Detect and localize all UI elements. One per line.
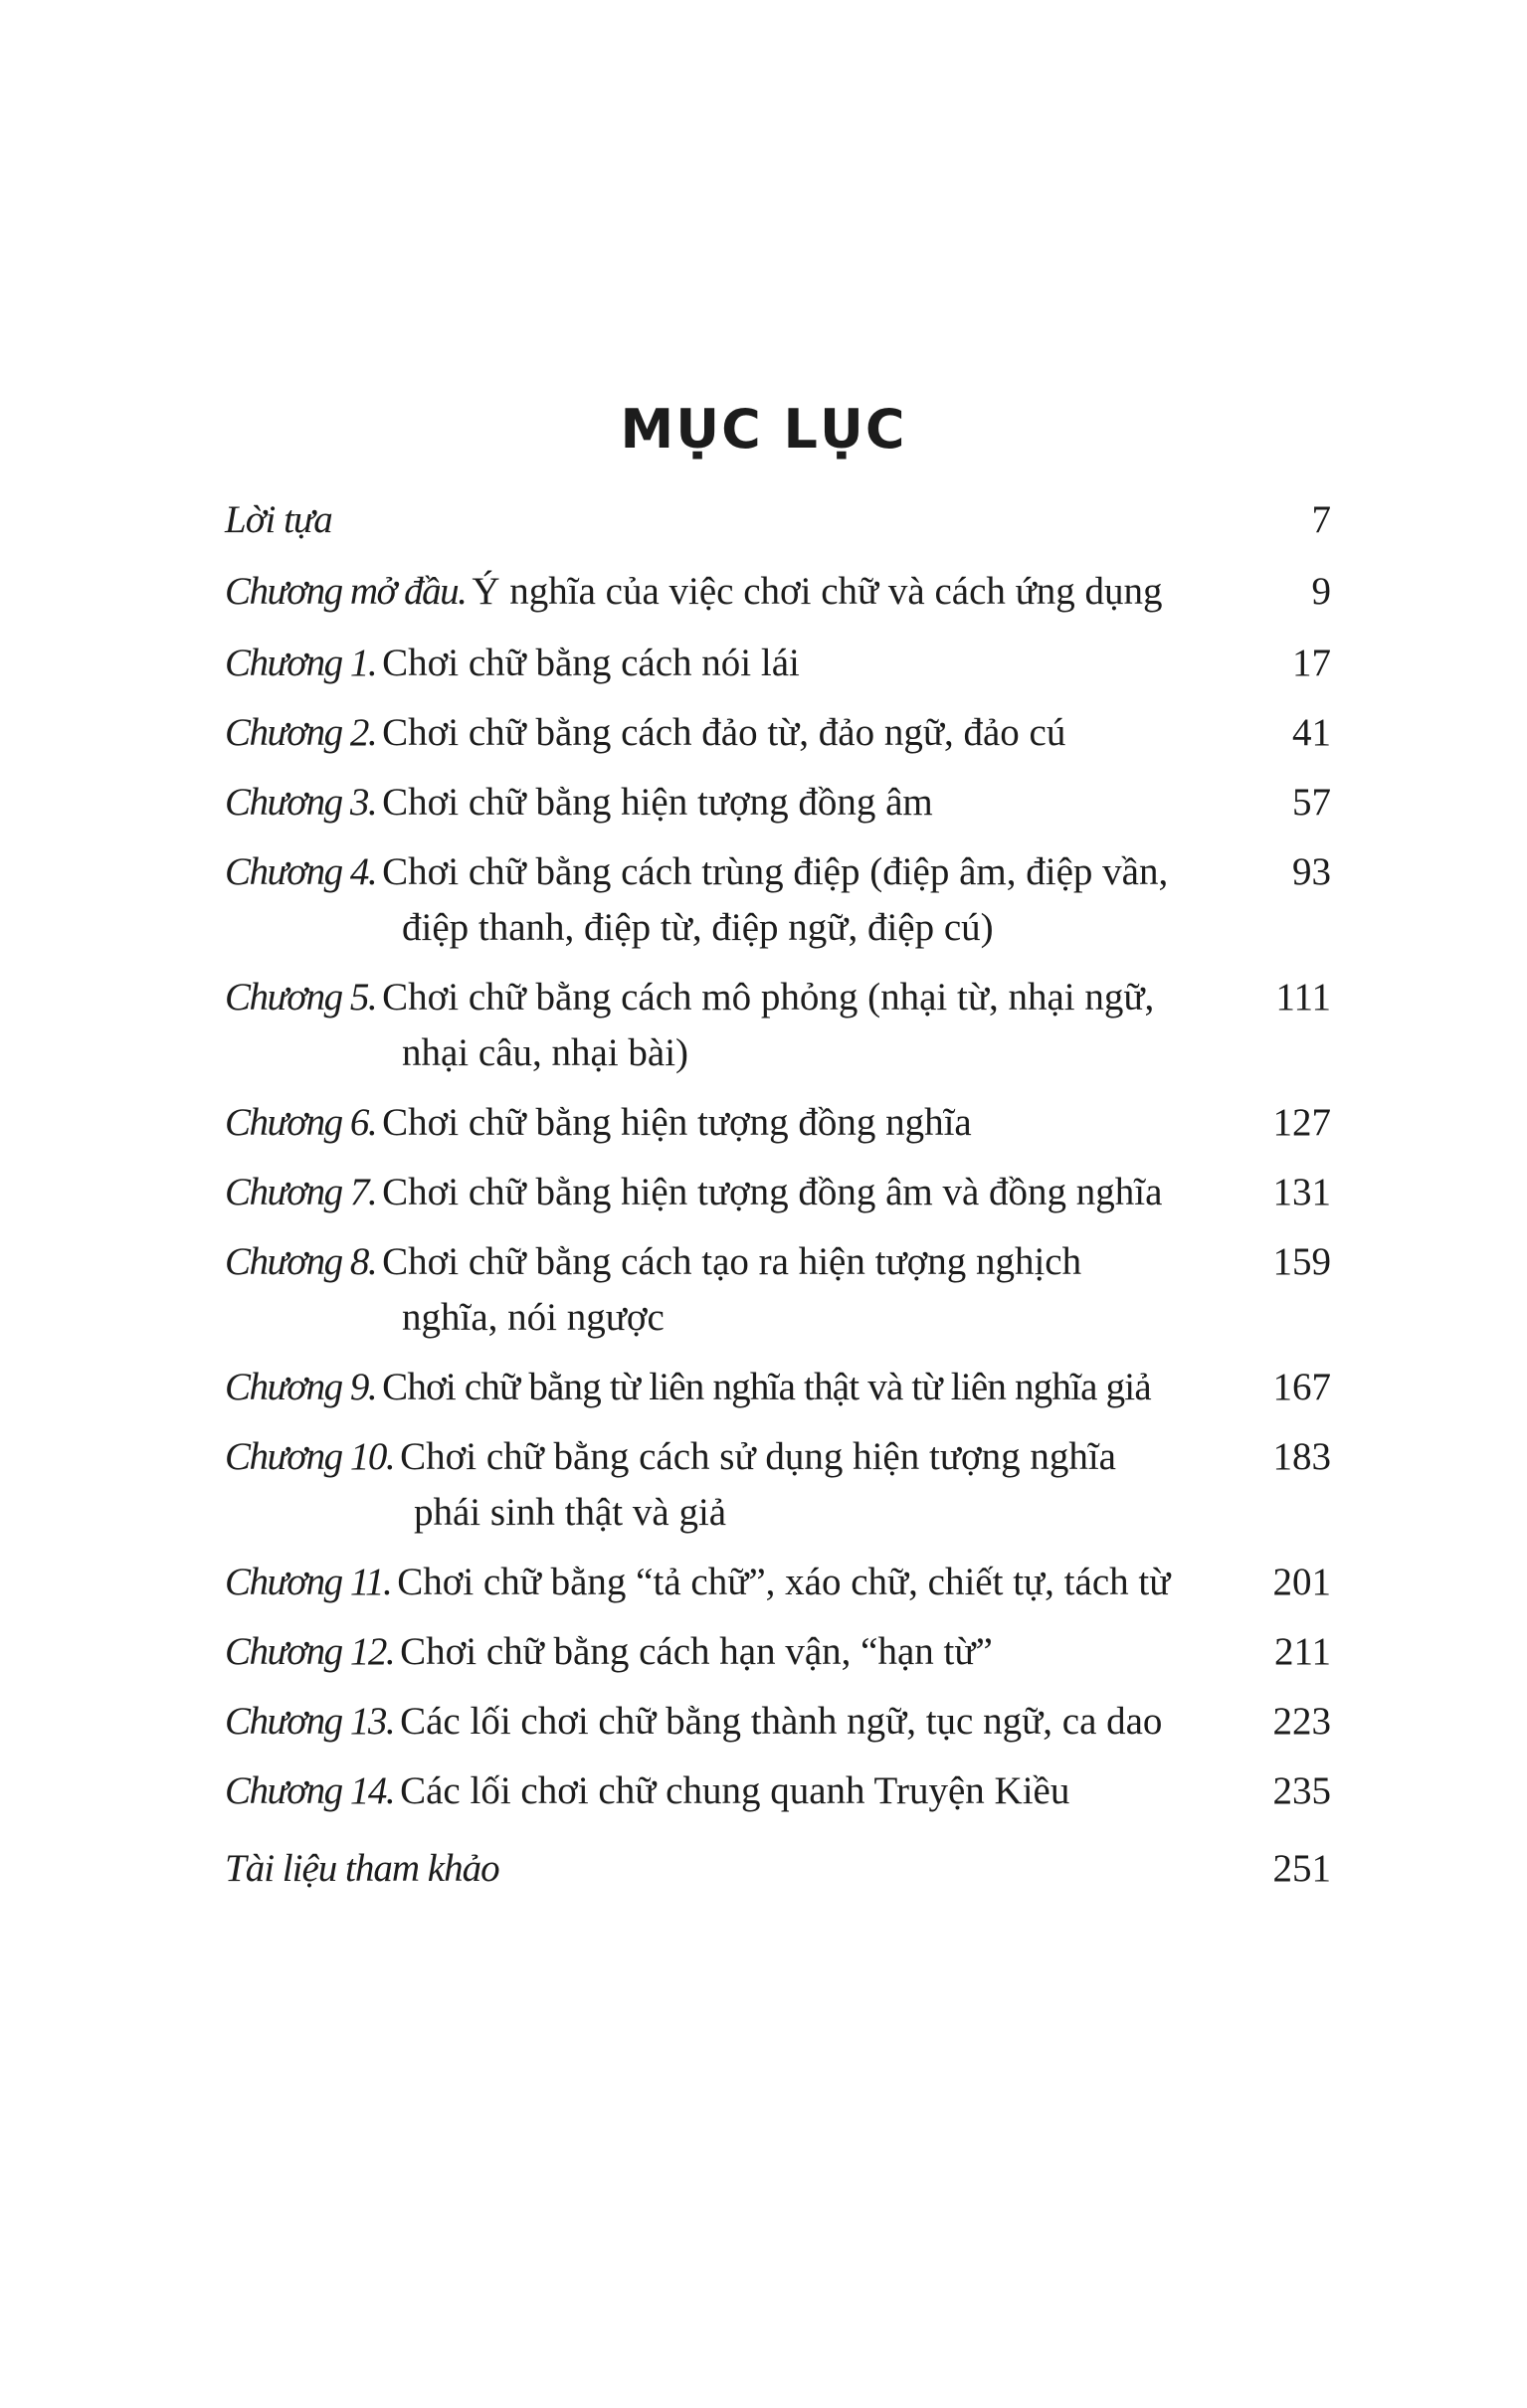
toc-entry-label: Chương 7.: [225, 1171, 377, 1213]
toc-page-number: 57: [1292, 781, 1331, 824]
toc-entry-chapter-9: [225, 1360, 1331, 1415]
toc-entry-label: Chương 5.: [225, 976, 377, 1019]
toc-entry-preface: [225, 492, 1331, 548]
toc-entry-text: Chơi chữ bằng cách sử dụng hiện tượng nghĩa: [400, 1435, 1116, 1478]
toc-entry-chapter-8: [225, 1234, 1331, 1346]
toc-entry-text: Chơi chữ bằng cách nói lái: [382, 642, 800, 684]
toc-entry-chapter-5: [225, 970, 1331, 1081]
toc-entry-intro: [225, 564, 1331, 620]
toc-entry-label: Chương 12.: [225, 1630, 395, 1673]
toc-page-number: 235: [1272, 1769, 1331, 1812]
toc-entry-chapter-10: [225, 1429, 1331, 1541]
toc-entry-references: [225, 1841, 1331, 1897]
toc-entry-label: Lời tựa: [225, 498, 332, 541]
toc-entry-chapter-7: [225, 1165, 1331, 1220]
toc-entry-chapter-4: [225, 844, 1331, 956]
toc-entry-text: Chơi chữ bằng hiện tượng đồng nghĩa: [382, 1101, 972, 1144]
toc-entry-chapter-1: [225, 636, 1331, 691]
toc-page-number: 7: [1311, 498, 1331, 541]
toc-entry-text: Chơi chữ bằng cách hạn vận, “hạn từ”: [400, 1630, 993, 1673]
toc-entry-chapter-12: [225, 1624, 1331, 1680]
toc-entry-label: Chương 8.: [225, 1240, 377, 1283]
toc-entry-text: Chơi chữ bằng cách tạo ra hiện tượng nghịch: [382, 1240, 1082, 1283]
toc-entry-label: Chương 10.: [225, 1435, 395, 1478]
toc-entry-chapter-3: [225, 775, 1331, 831]
toc-page-number: 127: [1272, 1101, 1331, 1144]
toc-page-number: 183: [1272, 1435, 1331, 1478]
table-of-contents: [225, 492, 1331, 1897]
toc-entry-text-continued: điệp thanh, điệp từ, điệp ngữ, điệp cú): [402, 906, 994, 949]
toc-page-number: 131: [1272, 1171, 1331, 1213]
toc-entry-text: Ý nghĩa của việc chơi chữ và cách ứng dụng: [472, 570, 1163, 613]
toc-page-number: 223: [1272, 1700, 1331, 1743]
toc-entry-text: Chơi chữ bằng từ liên nghĩa thật và từ liên nghĩa giả: [382, 1366, 1151, 1408]
page-title: MỤC LỤC: [620, 398, 907, 461]
toc-entry-label: Chương 2.: [225, 711, 377, 754]
toc-entry-text: Chơi chữ bằng hiện tượng đồng âm và đồng nghĩa: [382, 1171, 1163, 1213]
toc-entry-label: Chương mở đầu.: [225, 570, 467, 613]
toc-entry-label: Chương 9.: [225, 1366, 377, 1408]
toc-page-number: 93: [1292, 850, 1331, 893]
toc-entry-label: Chương 14.: [225, 1769, 395, 1812]
toc-entry-label: Chương 1.: [225, 642, 377, 684]
toc-entry-text: Các lối chơi chữ chung quanh Truyện Kiều: [400, 1769, 1070, 1812]
toc-entry-text: Chơi chữ bằng hiện tượng đồng âm: [382, 781, 933, 824]
toc-entry-text-continued: phái sinh thật và giả: [414, 1491, 727, 1534]
toc-entry-label: Chương 3.: [225, 781, 377, 824]
toc-entry-chapter-2: [225, 705, 1331, 761]
toc-page-number: 201: [1272, 1561, 1331, 1603]
toc-entry-chapter-14: [225, 1763, 1331, 1819]
toc-entry-chapter-6: [225, 1095, 1331, 1151]
toc-entry-label: Tài liệu tham khảo: [225, 1847, 499, 1890]
toc-entry-text: Chơi chữ bằng cách đảo từ, đảo ngữ, đảo cú: [382, 711, 1066, 754]
toc-entry-label: Chương 11.: [225, 1561, 392, 1603]
toc-entry-text: Chơi chữ bằng cách trùng điệp (điệp âm, điệp vần,: [382, 850, 1169, 893]
toc-entry-text-continued: nhại câu, nhại bài): [402, 1031, 689, 1074]
toc-page-number: 17: [1292, 642, 1331, 684]
toc-page-number: 111: [1275, 976, 1331, 1019]
toc-entry-label: Chương 4.: [225, 850, 377, 893]
toc-entry-label: Chương 6.: [225, 1101, 377, 1144]
toc-page-number: 251: [1272, 1847, 1331, 1890]
toc-page-number: 9: [1311, 570, 1331, 613]
toc-entry-text-continued: nghĩa, nói ngược: [402, 1296, 665, 1339]
toc-page-number: 167: [1272, 1366, 1331, 1408]
toc-page-number: 211: [1273, 1630, 1331, 1673]
toc-page-number: 159: [1272, 1240, 1331, 1283]
toc-entry-text: Chơi chữ bằng “tả chữ”, xáo chữ, chiết tự, tách từ: [397, 1561, 1171, 1603]
toc-entry-text: Chơi chữ bằng cách mô phỏng (nhại từ, nhại ngữ,: [382, 976, 1155, 1019]
toc-entry-chapter-11: [225, 1555, 1331, 1610]
toc-entry-label: Chương 13.: [225, 1700, 395, 1743]
toc-entry-text: Các lối chơi chữ bằng thành ngữ, tục ngữ, ca dao: [400, 1700, 1163, 1743]
toc-entry-chapter-13: [225, 1694, 1331, 1750]
toc-page-number: 41: [1292, 711, 1331, 754]
